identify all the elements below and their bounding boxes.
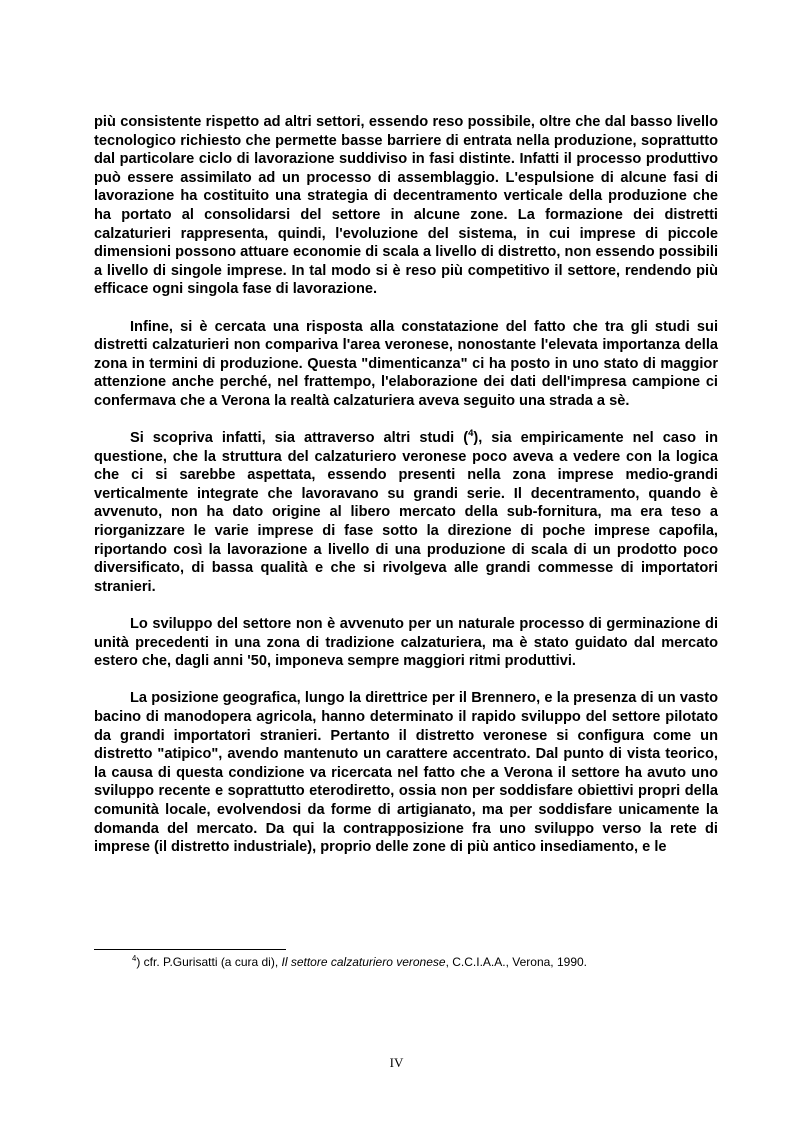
paragraph-2: Infine, si è cercata una risposta alla constatazione del fatto che tra gli studi sui distretti calzaturieri non compariva l'area veronese, nonostante l'elevata importanza della zona in termini di produzione. Questa "dimenticanza" ci ha posto in uno stato di maggior attenzione anche perché, nel frattempo, l'elaborazione dei dati dell'impresa campione ci confermava che a Verona la realtà calzaturiera aveva seguito una strada a sè. <box>94 318 718 409</box>
page-number: IV <box>389 1055 404 1070</box>
paragraph-5: La posizione geografica, lungo la direttrice per il Brennero, e la presenza di un vasto bacino di manodopera agricola, hanno determinato il rapido sviluppo del settore pilotato da grandi importatori stranieri. Pertanto il distretto veronese si configura come un distretto "atipico", avendo mantenuto un carattere accentrato. Dal punto di vista teorico, la causa di questa condizione va ricercata nel fatto che a Verona il settore ha avuto uno sviluppo recente e soprattutto eterodiretto, ossia non per soddisfare obiettivi propri della comunità locale, evolvendosi da forme di artigianato, ma per soddisfare unicamente la domanda del mercato. Da qui la contrapposizione fra uno sviluppo verso la rete di imprese (il distretto industriale), proprio delle zone di più antico insediamento, e le <box>94 690 718 856</box>
footnote-mark: 4 <box>132 954 137 963</box>
footnote-title: Il settore calzaturiero veronese <box>281 955 446 969</box>
paragraph-3-end: ), sia empiricamente nel caso in questione, che la struttura del calzaturiero veronese poco aveva a vedere con la logica che ci si sarebbe aspettata, essendo presenti nella zona imprese medio-grandi verticalmente integrate che lavoravano su grandi serie. Il decentramento, quando è avvenuto, non ha dato origine al libero mercato della sub-fornitura, ma era teso a riorganizzare le varie imprese di fase sotto la direzione di poche imprese capofila, riportando così la lavorazione a livello di una produzione di scala di un prodotto poco diversificato, di bassa qualità e che si rivolgeva alle grandi commesse di importatori stranieri. <box>94 430 718 595</box>
footnote-divider <box>94 949 286 950</box>
footnote-prefix: ) cfr. P.Gurisatti (a cura di), <box>136 955 282 969</box>
paragraph-1: più consistente rispetto ad altri settori, essendo reso possibile, oltre che dal basso livello tecnologico richiesto che permette basse barriere di entrata nella produzione, soprattutto dal particolare ciclo di lavorazione suddiviso in fasi distinte. Infatti il processo produttivo può essere assimilato ad un processo di assemblaggio. L'espulsione di alcune fasi di lavorazione ha costituito una strategia di decentramento verticale della produzione che ha portato al consolidarsi del settore in alcune zone. La formazione dei distretti calzaturieri rappresenta, quindi, l'evoluzione del sistema, in cui imprese di piccole dimensioni possono attuare economie di scala a livello di distretto, non essendo possibili a livello di singole imprese. In tal modo si è reso più competitivo il settore, rendendo più efficace ogni singola fase di lavorazione. <box>94 114 718 298</box>
paragraph-4: Lo sviluppo del settore non è avvenuto per un naturale processo di germinazione di unità precedenti in una zona di tradizione calzaturiera, ma è stato guidato dal mercato estero che, dagli anni '50, imponeva sempre maggiori ritmi produttivi. <box>94 616 718 670</box>
paragraph-3-start: Si scopriva infatti, sia attraverso altri studi ( <box>130 430 469 447</box>
paragraph-3 <box>94 429 718 596</box>
body-text <box>94 113 718 875</box>
footnote-reference[interactable]: 4 <box>468 428 474 440</box>
footnote-suffix: , C.C.I.A.A., Verona, 1990. <box>445 955 588 969</box>
footnote <box>132 955 732 970</box>
